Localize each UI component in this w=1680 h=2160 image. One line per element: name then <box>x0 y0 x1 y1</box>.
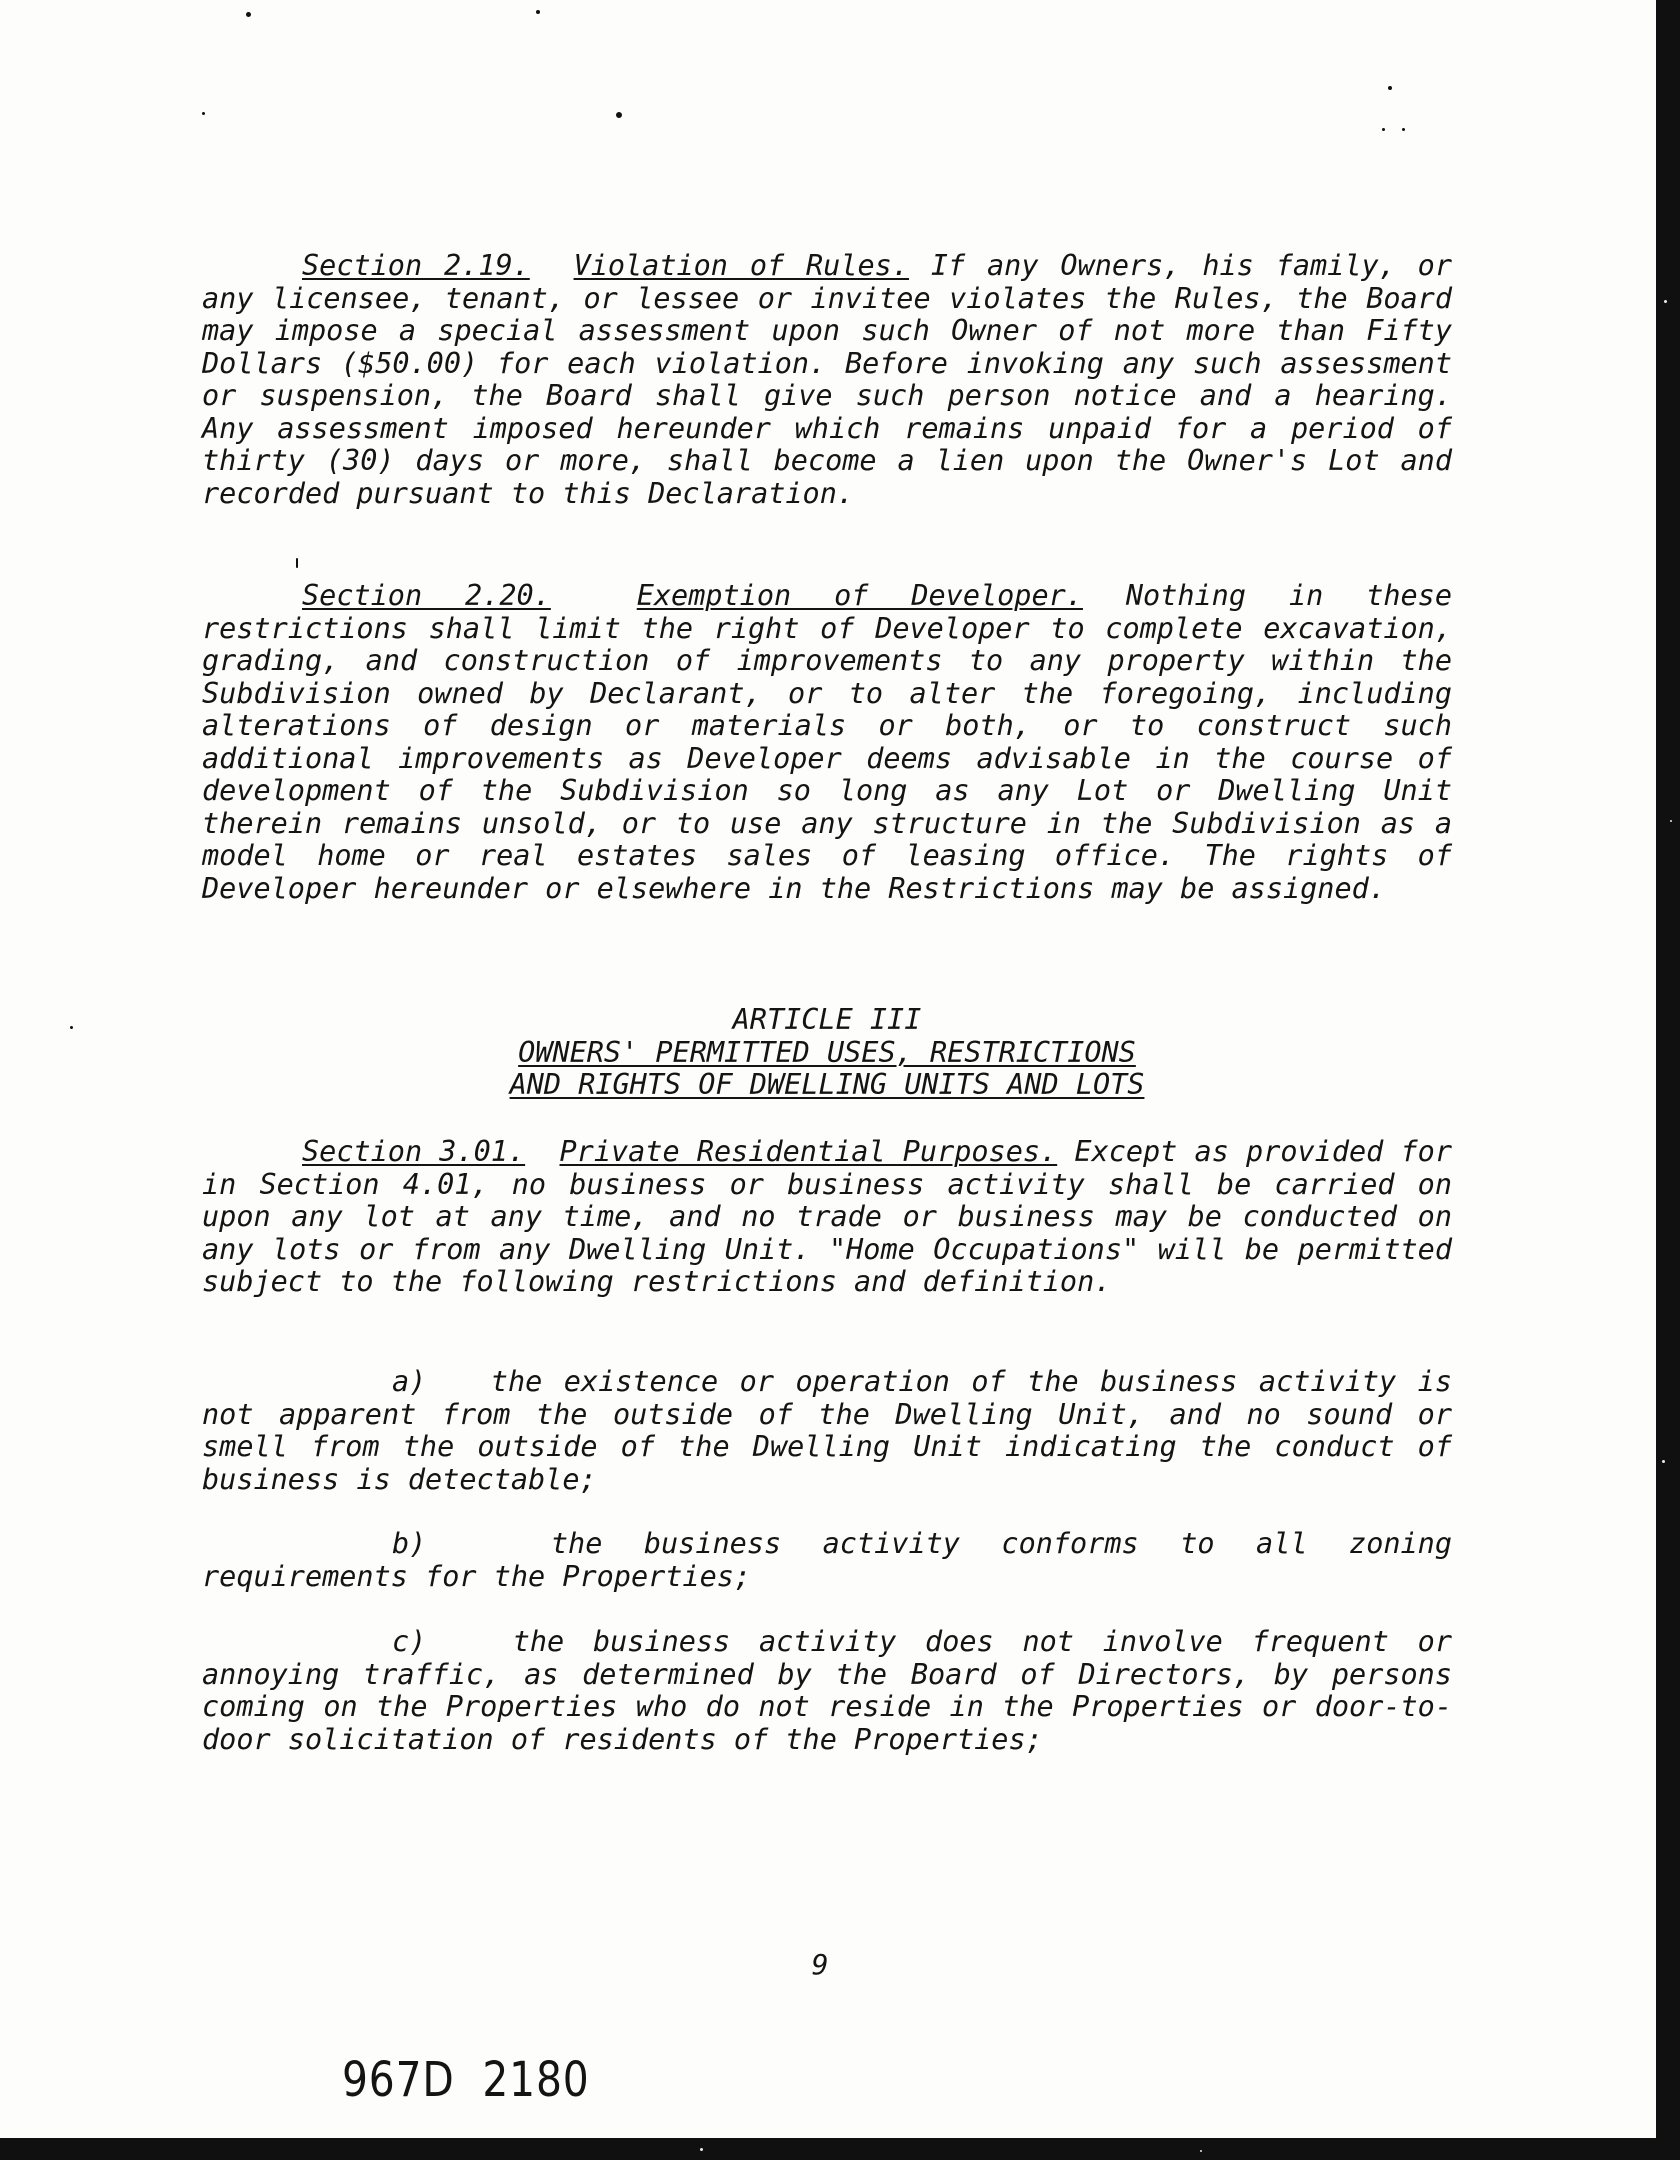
scan-speck <box>296 558 298 568</box>
section-title: Private Residential Purposes. <box>559 1135 1058 1168</box>
section-heading: Section 2.19. <box>302 249 530 282</box>
section-title: Exemption of Developer. <box>636 579 1083 612</box>
item-label: a) <box>392 1365 427 1398</box>
section-body: If any Owners, his family, or any licensee, tenant, or lessee or invitee violates the Rules, the Board may impose a special assessment upon such Owner of not more than Fifty Dollars ($50.00) for each violation. Before invoking any such assessment or suspension, the Board shall give such person notice and a hearing. Any assessment imposed hereunder which remains unpaid for a period of thirty (30) days or more, shall become a lien upon the Owner's Lot and recorded pursuant to this Declaration. <box>202 249 1452 510</box>
section-2-20 <box>202 580 1452 905</box>
list-item-a <box>202 1366 1452 1496</box>
page-number: 9 <box>811 1948 829 1981</box>
scan-speck <box>1388 86 1392 90</box>
list-item-b <box>202 1528 1452 1593</box>
recording-stamp: 967D 2180 <box>342 2052 590 2108</box>
article-title-line-2: AND RIGHTS OF DWELLING UNITS AND LOTS <box>509 1068 1145 1101</box>
item-text: the existence or operation of the business activity is not apparent from the outside of the Dwelling Unit, and no sound or smell from the outside of the Dwelling Unit indicating the conduct of business is detectable; <box>202 1365 1452 1496</box>
scan-speck <box>1382 128 1385 131</box>
scan-speck <box>70 1026 73 1029</box>
scan-noise <box>1662 1460 1665 1463</box>
section-title: Violation of Rules. <box>573 249 909 282</box>
item-text: the business activity does not involve frequent or annoying traffic, as determined by the Board of Directors, by persons coming on the Properties who do not reside in the Properties or door-to-door solicitation of residents of the Properties; <box>202 1625 1452 1756</box>
scan-speck <box>616 112 622 118</box>
section-body: Except as provided for in Section 4.01, no business or business activity shall be carried on upon any lot at any time, and no trade or business may be conducted on any lots or from any Dwelling Unit. "Home Occupations" will be permitted subject to the following restrictions and definition. <box>202 1135 1452 1298</box>
scan-noise <box>1664 300 1667 303</box>
scan-speck <box>1402 128 1405 131</box>
item-text: the business activity conforms to all zoning requirements for the Properties; <box>202 1527 1452 1593</box>
article-title-line-1: OWNERS' PERMITTED USES, RESTRICTIONS <box>518 1035 1136 1069</box>
item-label: c) <box>392 1625 427 1658</box>
scan-speck <box>246 12 251 17</box>
scan-noise <box>1200 2150 1202 2152</box>
scan-noise <box>1670 820 1672 822</box>
article-heading <box>202 1004 1452 1102</box>
section-body: Nothing in these restrictions shall limit the right of Developer to complete excavation, grading, and construction of improvements to any property within the Subdivision owned by Declarant, or to alter the foregoing, including alterations of design or materials or both, or to construct such additional improvements as Developer deems advisable in the course of development of the Subdivision so long as any Lot or Dwelling Unit therein remains unsold, or to use any structure in the Subdivision as a model home or real estates sales of leasing office. The rights of Developer hereunder or elsewhere in the Restrictions may be assigned. <box>202 579 1452 905</box>
scan-speck <box>536 10 540 14</box>
list-item-c <box>202 1626 1452 1756</box>
item-label: b) <box>392 1527 427 1560</box>
section-2-19 <box>202 250 1452 510</box>
article-number: ARTICLE III <box>732 1003 922 1036</box>
scan-noise <box>700 2148 703 2151</box>
section-heading: Section 3.01. <box>302 1135 526 1168</box>
section-3-01 <box>202 1136 1452 1299</box>
section-heading: Section 2.20. <box>302 579 551 612</box>
scan-speck <box>202 112 205 115</box>
